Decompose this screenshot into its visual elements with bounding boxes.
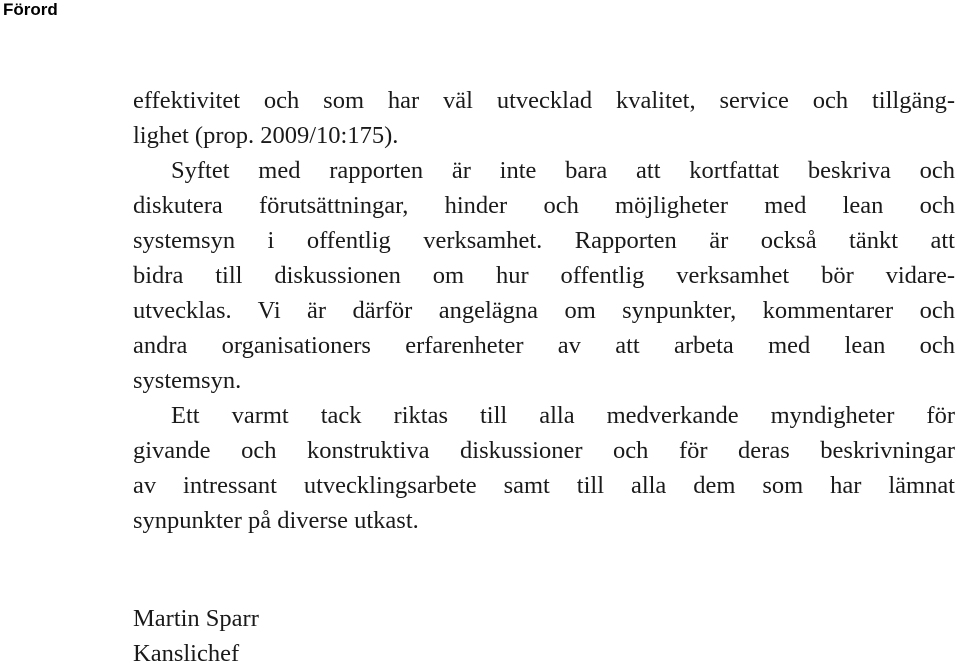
text-line: andra organisationers erfarenheter av att arbeta med lean och [133,332,955,359]
text-line: diskutera förutsättningar, hinder och möjligheter med lean och [133,192,955,219]
signature-name: Martin Sparr [133,605,259,632]
text-line: lighet (prop. 2009/10:175). [133,122,399,149]
signature-role: Kanslichef [133,640,240,667]
text-line: Ett varmt tack riktas till alla medverkande myndigheter för [171,402,955,429]
text-line: systemsyn. [133,367,242,394]
text-line: bidra till diskussionen om hur offentlig verksamhet bör vidare- [133,262,955,289]
text-line: av intressant utvecklingsarbete samt till alla dem som har lämnat [133,472,955,499]
text-line: synpunkter på diverse utkast. [133,507,419,534]
text-line: givande och konstruktiva diskussioner och för deras beskrivningar [133,437,955,464]
text-line: Syftet med rapporten är inte bara att kortfattat beskriva och [171,157,955,184]
text-line: systemsyn i offentlig verksamhet. Rapporten är också tänkt att [133,227,955,254]
section-title: Förord [3,0,58,19]
text-line: effektivitet och som har väl utvecklad kvalitet, service och tillgäng- [133,87,955,114]
text-line: utvecklas. Vi är därför angelägna om synpunkter, kommentarer och [133,297,955,324]
